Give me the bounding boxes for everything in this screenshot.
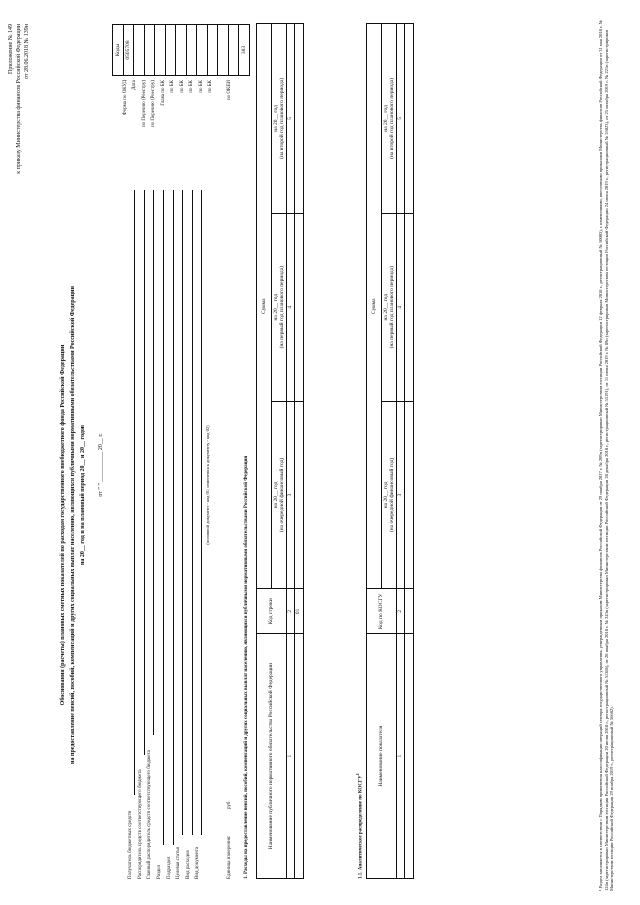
section11-footnote-mark: 1 <box>355 773 360 776</box>
code-cell <box>144 25 155 76</box>
code-cell <box>197 25 208 76</box>
field-section: Раздел <box>157 864 162 879</box>
code-cell <box>165 25 176 76</box>
section11-title-text: 1.1. Аналитическое распределение по КОСГУ <box>358 775 364 879</box>
codes-label-bk-3: по БК <box>189 80 194 93</box>
code-cell <box>186 25 197 76</box>
code-cell <box>155 25 166 76</box>
field-expense-type: Вид расходов <box>186 850 191 879</box>
s1-header-year3 <box>272 24 287 214</box>
s1-year2-label: на 20__ год <box>272 293 279 321</box>
code-cell <box>218 25 229 76</box>
s11-colnum-3: 3 <box>397 401 405 589</box>
s1-header-sum: Сумма <box>257 24 272 589</box>
s1-row-y1 <box>294 401 303 589</box>
s11-header-sum: Сумма <box>367 24 382 589</box>
field-recipient-line <box>134 190 135 795</box>
units-value: руб <box>227 801 232 809</box>
s1-colnum-1: 1 <box>287 634 295 879</box>
codes-label-okud: Форма по ОКУД <box>123 80 128 116</box>
s1-row-name <box>294 634 303 879</box>
s1-row-code: 01 <box>294 589 303 634</box>
s11-year2-sub: (на первый год планового периода) <box>389 266 395 349</box>
code-cell <box>134 25 145 76</box>
s1-year3-label: на 20__ год <box>272 105 279 132</box>
s1-year3-sub: (на второй год планового периода) <box>279 77 285 159</box>
codes-label-bk-1: по БК <box>170 80 175 93</box>
s11-row-y2 <box>404 213 413 401</box>
codes-label-bk-2: по БК <box>180 80 185 93</box>
s1-header-name: Наименование публичного нормативного обязательства Российской Федерации <box>257 634 287 879</box>
codes-header: Коды <box>113 25 124 76</box>
s11-header-code: Код по КОСГУ <box>367 589 397 634</box>
appendix-order-date: от 28.06.2018 № 139н <box>24 24 30 79</box>
document-title-line2: на предоставление пенсий, пособий, компенсаций и других социальных выплат населению, являющихся публичными нормативными обязательствами Российской Федерации <box>70 286 76 764</box>
s1-colnum-3: 3 <box>287 401 295 589</box>
document-title-line3: на 20__ год и на плановый период 20__ и 20__ годов <box>80 424 86 566</box>
s11-year3-sub: (на второй год планового периода) <box>389 77 395 159</box>
s11-year3-label: на 20__ год <box>382 105 389 132</box>
code-cell <box>176 25 187 76</box>
field-doc-type: Вид документа <box>195 846 200 879</box>
field-manager: Распорядитель средств соответствующего бюджета <box>138 769 143 879</box>
s11-colnum-5: 5 <box>397 24 405 214</box>
appendix-order-line: к приказу Министерства финансов Российской Федерации <box>16 24 22 174</box>
s1-row-y2 <box>294 213 303 401</box>
s11-row-name <box>404 634 413 879</box>
codes-label-okei: по ОКЕИ <box>227 80 232 101</box>
appendix-number: Приложение № 149 <box>8 24 14 74</box>
okud-code-cell: 0505708 <box>123 25 134 76</box>
section1-title: 1. Расходы на предоставление пенсий, пособий, компенсаций и других социальных выплат населению, являющихся публичными нормативными обязательствами Российской Федерации <box>244 455 249 879</box>
s11-header-year1 <box>382 401 397 589</box>
field-subsection: Подраздел <box>167 856 172 879</box>
s11-colnum-1: 1 <box>397 634 405 879</box>
document-date: от " " __________ 20__ г. <box>98 433 104 497</box>
codes-label-bk-5: по БК <box>208 80 213 93</box>
s1-colnum-4: 4 <box>287 213 295 401</box>
codes-label-registry-2: по Перечню (Реестру) <box>151 80 156 128</box>
field-target-article-line <box>182 190 183 835</box>
s11-header-year2 <box>382 213 397 401</box>
s11-year1-sub: (на очередной финансовый год) <box>389 457 395 533</box>
field-manager-line <box>144 190 145 755</box>
document-title-line1: Обоснования (расчеты) плановых сметных показателей по расходам государственного внебюджетного фонда Российской Федерации <box>60 344 66 706</box>
s1-header-code: Код строки <box>257 589 287 634</box>
s11-header-name: Наименование показателя <box>367 634 397 879</box>
codes-label-chapter: Глава по БК <box>161 80 166 106</box>
s1-year1-label: на 20__ год <box>272 481 279 509</box>
footnote: ¹ Раздел заполняется в соответствии с Порядком применения классификации операций сектора государственного управления, утвержденным приказом Министерства финансов Российской Федерации от 29 ноября 2017 г. № 209н (зарегистрирован Министерством юстиции Российской Федерации 12 февраля 2018 г., регистрационный № 50003), с изменениями, внесенными приказами Министерства финансов Российской Федерации от 31 мая 2018 г. № 124н (зарегистрирован Министерством юстиции Российской Федерации 20 июня 2018 г., регистрационный № 51386), от 28 ноября 2018 г. № 243н (зарегистрирован Министерством юстиции Российской Федерации 28 декабря 2018 г., регистрационный № 53191), от 11 июня 2019 г. № 89н (зарегистрирован Министерством юстиции Российской Федерации 24 июня 2019 г., регистрационный № 55023), от 25 октября 2019 г. № 221н (зарегистрирован Министерством юстиции Российской Федерации 29 ноября 2019 г., регистрационный № 56682). <box>598 20 615 891</box>
field-expense-type-line <box>192 190 193 835</box>
field-target-article: Целевая статья <box>176 847 181 879</box>
field-recipient: Получатель бюджетных средств <box>128 810 133 879</box>
doc-type-note: (основной документ - код 01; изменения к документу - код 02) <box>205 425 210 545</box>
s11-row-code <box>404 589 413 634</box>
s11-year2-label: на 20__ год <box>382 293 389 321</box>
section1-table <box>256 23 304 879</box>
codes-label-date: Дата <box>132 80 137 90</box>
units-label: Единица измерения: <box>227 835 232 879</box>
codes-table <box>112 24 250 76</box>
code-cell <box>207 25 218 76</box>
s11-colnum-2: 2 <box>397 589 405 634</box>
field-chief-manager: Главный распорядитель средств соответствующего бюджета <box>147 750 152 879</box>
codes-label-bk-4: по БК <box>199 80 204 93</box>
codes-label-registry-1: по Перечню (Реестру) <box>142 80 147 128</box>
s1-year2-sub: (на первый год планового периода) <box>279 266 285 349</box>
section11-title <box>355 773 365 879</box>
s11-colnum-4: 4 <box>397 213 405 401</box>
s11-header-year3 <box>382 24 397 214</box>
s11-year1-label: на 20__ год <box>382 481 389 509</box>
field-doc-type-line <box>201 190 202 835</box>
field-subsection-line <box>173 190 174 845</box>
s1-year1-sub: (на очередной финансовый год) <box>279 457 285 533</box>
field-chief-manager-line <box>153 190 154 735</box>
s1-header-year2 <box>272 213 287 401</box>
s11-row-y3 <box>404 24 413 214</box>
s1-colnum-5: 5 <box>287 24 295 214</box>
s11-row-y1 <box>404 401 413 589</box>
code-cell <box>228 25 239 76</box>
section11-table <box>366 23 414 879</box>
s1-row-y3 <box>294 24 303 214</box>
s1-colnum-2: 2 <box>287 589 295 634</box>
okei-code-cell: 383 <box>239 25 250 76</box>
s1-header-year1 <box>272 401 287 589</box>
field-section-line <box>163 190 164 845</box>
